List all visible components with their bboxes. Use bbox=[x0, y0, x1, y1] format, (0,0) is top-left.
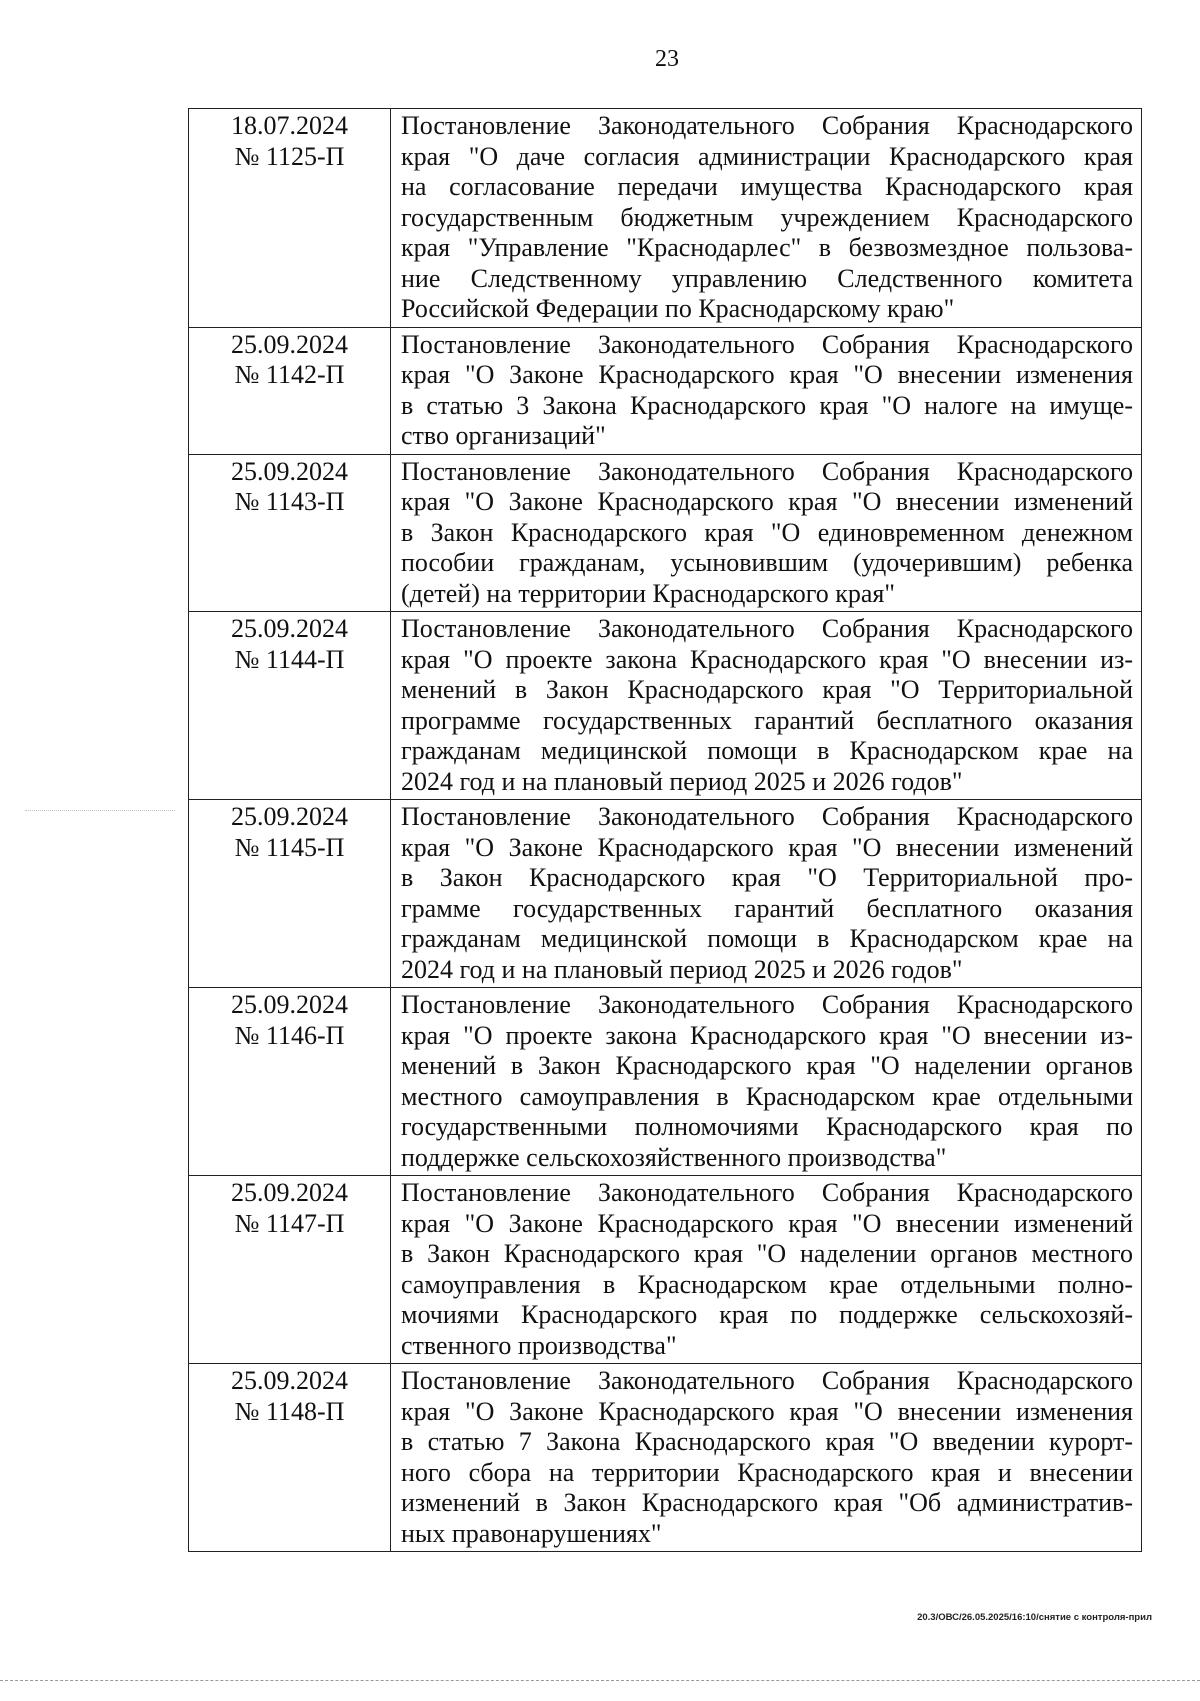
document-date-cell bbox=[189, 327, 391, 454]
document-title-line: на согласование передачи имущества Краснодарского края bbox=[401, 172, 1133, 201]
document-title-line: Постановление Законодательного Собрания Краснодарского bbox=[401, 802, 1133, 831]
document-title-line: Постановление Законодательного Собрания Краснодарского bbox=[401, 614, 1133, 643]
document-title-cell bbox=[391, 1176, 1142, 1364]
document-title-cell bbox=[391, 1364, 1142, 1552]
document-title-line: ного сбора на территории Краснодарского края и внесении bbox=[401, 1457, 1133, 1487]
document-row bbox=[189, 1176, 1142, 1364]
document-title-line: государственным бюджетным учреждением Краснодарского bbox=[401, 202, 1133, 232]
document-date: 25.09.2024 bbox=[231, 329, 348, 359]
document-title-line: 2024 год и на плановый период 2025 и 2026 годов" bbox=[401, 954, 963, 984]
document-number: № 1145-П bbox=[234, 832, 345, 862]
document-title-line: ство организаций" bbox=[401, 421, 606, 450]
document-date: 25.09.2024 bbox=[231, 990, 348, 1019]
document-title-line: самоуправления в Краснодарском крае отдельными полно- bbox=[401, 1269, 1133, 1299]
document-title-line: края "О проекте закона Краснодарского края "О внесении из- bbox=[401, 644, 1133, 674]
document-title-line: Постановление Законодательного Собрания Краснодарского bbox=[401, 990, 1133, 1019]
document-title-line: в Закон Краснодарского края "О Территориальной про- bbox=[401, 863, 1133, 892]
document-title-cell bbox=[391, 800, 1142, 988]
document-title-line: Российской Федерации по Краснодарскому краю" bbox=[401, 294, 955, 323]
document-title-line: пособии гражданам, усыновившим (удочерившим) ребенка bbox=[401, 548, 1133, 577]
documents-table-body bbox=[189, 109, 1142, 1552]
document-title-line: изменений в Закон Краснодарского края "Об административ- bbox=[401, 1488, 1133, 1517]
document-date-cell bbox=[189, 109, 391, 328]
document-number: № 1146-П bbox=[234, 1020, 345, 1050]
document-date-cell bbox=[189, 454, 391, 612]
document-title-line: края "О даче согласия администрации Краснодарского края bbox=[401, 141, 1133, 171]
document-title-line: края "О Законе Краснодарского края "О внесении изменений bbox=[401, 1208, 1133, 1238]
document-number: № 1125-П bbox=[234, 141, 345, 171]
document-date: 18.07.2024 bbox=[231, 111, 348, 140]
document-row bbox=[189, 988, 1142, 1176]
document-title-line: в Закон Краснодарского края "О наделении органов местного bbox=[401, 1239, 1133, 1268]
document-number: № 1144-П bbox=[234, 644, 345, 674]
document-title-line: края "О Законе Краснодарского края "О внесении изменения bbox=[401, 360, 1133, 389]
document-row bbox=[189, 1364, 1142, 1552]
document-title-cell bbox=[391, 988, 1142, 1176]
document-row bbox=[189, 327, 1142, 454]
document-title-line: (детей) на территории Краснодарского края" bbox=[401, 578, 895, 608]
document-title-line: края "О Законе Краснодарского края "О внесении изменения bbox=[401, 1396, 1133, 1426]
document-title-cell bbox=[391, 327, 1142, 454]
document-title-line: менений в Закон Краснодарского края "О Территориальной bbox=[401, 675, 1133, 704]
document-title-line: ние Следственному управлению Следственного комитета bbox=[401, 263, 1133, 293]
document-title-line: местного самоуправления в Краснодарском крае отдельными bbox=[401, 1081, 1133, 1111]
document-title-line: в статью 7 Закона Краснодарского края "О введении курорт- bbox=[401, 1427, 1133, 1456]
document-title-line: мочиями Краснодарского края по поддержке сельскохозяй- bbox=[401, 1300, 1133, 1329]
document-title-line: Постановление Законодательного Собрания Краснодарского bbox=[401, 1366, 1133, 1395]
document-date-cell bbox=[189, 800, 391, 988]
document-title-line: государственными полномочиями Краснодарского края по bbox=[401, 1112, 1133, 1141]
document-title-line: гражданам медицинской помощи в Краснодарском крае на bbox=[401, 924, 1133, 953]
document-row bbox=[189, 612, 1142, 800]
document-number: № 1148-П bbox=[234, 1396, 345, 1426]
bottom-rule bbox=[0, 1680, 1200, 1681]
document-title-cell bbox=[391, 109, 1142, 328]
document-row bbox=[189, 800, 1142, 988]
document-row bbox=[189, 109, 1142, 328]
document-date: 25.09.2024 bbox=[231, 456, 348, 486]
document-title-line: Постановление Законодательного Собрания Краснодарского bbox=[401, 111, 1133, 140]
document-title-line: края "Управление "Краснодарлес" в безвозмездное пользова- bbox=[401, 233, 1133, 262]
document-title-line: Постановление Законодательного Собрания Краснодарского bbox=[401, 1178, 1133, 1207]
document-title-cell bbox=[391, 454, 1142, 612]
document-title-line: Постановление Законодательного Собрания Краснодарского bbox=[401, 456, 1133, 486]
document-date: 25.09.2024 bbox=[231, 1366, 348, 1395]
document-title-line: грамме государственных гарантий бесплатного оказания bbox=[401, 893, 1133, 923]
document-date: 25.09.2024 bbox=[231, 614, 348, 643]
document-row bbox=[189, 454, 1142, 612]
document-title-line: гражданам медицинской помощи в Краснодарском крае на bbox=[401, 736, 1133, 765]
document-title-line: в Закон Краснодарского края "О единовременном денежном bbox=[401, 517, 1133, 547]
document-number: № 1147-П bbox=[234, 1208, 345, 1238]
document-title-line: 2024 год и на плановый период 2025 и 2026 годов" bbox=[401, 766, 963, 796]
documents-table bbox=[188, 108, 1142, 1552]
page-number: 23 bbox=[655, 46, 679, 72]
document-title-line: края "О проекте закона Краснодарского края "О внесении из- bbox=[401, 1020, 1133, 1050]
document-number: № 1142-П bbox=[234, 360, 345, 389]
footer-code: 20.3/ОВС/26.05.2025/16:10/снятие с контроля-прил bbox=[917, 1612, 1152, 1623]
document-title-line: в статью 3 Закона Краснодарского края "О налоге на имуще- bbox=[401, 390, 1133, 420]
document-date: 25.09.2024 bbox=[231, 802, 348, 831]
document-title-line: ных правонарушениях" bbox=[401, 1518, 662, 1548]
document-title-line: края "О Законе Краснодарского края "О внесении изменений bbox=[401, 832, 1133, 862]
document-date: 25.09.2024 bbox=[231, 1178, 348, 1207]
document-title-line: программе государственных гарантий бесплатного оказания bbox=[401, 705, 1133, 735]
document-number: № 1143-П bbox=[234, 487, 345, 516]
document-title-line: края "О Законе Краснодарского края "О внесении изменений bbox=[401, 487, 1133, 516]
document-date-cell bbox=[189, 1364, 391, 1552]
document-title-line: ственного производства" bbox=[401, 1330, 677, 1360]
document-title-line: менений в Закон Краснодарского края "О наделении органов bbox=[401, 1051, 1133, 1080]
document-title-line: Постановление Законодательного Собрания Краснодарского bbox=[401, 329, 1133, 359]
document-title-line: поддержке сельскохозяйственного производства" bbox=[401, 1142, 947, 1172]
document-date-cell bbox=[189, 612, 391, 800]
document-date-cell bbox=[189, 988, 391, 1176]
document-title-cell bbox=[391, 612, 1142, 800]
document-date-cell bbox=[189, 1176, 391, 1364]
margin-dots bbox=[25, 810, 175, 811]
